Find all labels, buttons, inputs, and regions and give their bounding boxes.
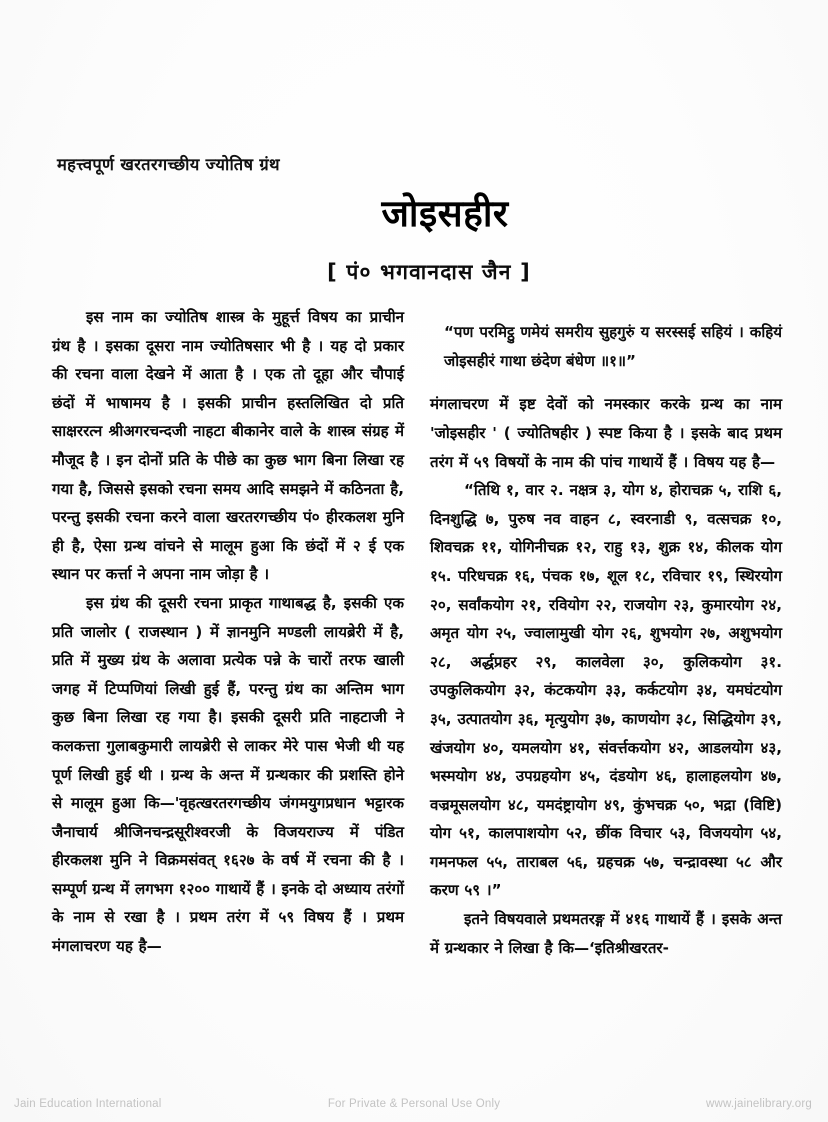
byline-text: [ पं० भगवानदास जैन ] (327, 260, 531, 284)
byline (0, 258, 828, 286)
right-column (430, 303, 782, 962)
footer-usage-notice: For Private & Personal Use Only (327, 1098, 501, 1110)
paragraph: इस ग्रंथ की दूसरी रचना प्राकृत गाथाबद्ध है, इसकी एक प्रति जालोर ( राजस्थान ) में ज्ञानमुनि मण्डली लायब्रेरी में है, प्रति में मुख्य ग्रंथ के अलावा प्रत्येक पन्ने के चारों तरफ खाली जगह में टिप्पणियां लिखी हुई हैं, परन्तु ग्रंथ का अन्तिम भाग कुछ बिना लिखा रह गया है। इसकी दूसरी प्रति नाहटाजी ने कलकत्ता गुलाबकुमारी लायब्रेरी से लाकर मेरे पास भेजी थी यह पूर्ण लिखी हुई थी । ग्रन्थ के अन्त में ग्रन्थकार की प्रशस्ति होने से मालूम हुआ कि—'वृहत्खरतरगच्छीय जंगमयुगप्रधान भट्टारक जैनाचार्य श्रीजिनचन्द्रसूरीश्वरजी के विजयराज्य में पंडित हीरकलश मुनि ने विक्रमसंवत् १६२७ के वर्ष में रचना की है । सम्पूर्ण ग्रन्थ में लगभग १२०० गाथायें हैं । इनके दो अध्याय तरंगों के नाम से रखा है । प्रथम तरंग में ५९ विषय हैं । प्रथम मंगलाचरण यह है— (52, 593, 404, 956)
left-column (52, 303, 404, 962)
footer-organization: Jain Education International (14, 1098, 162, 1110)
paragraph: मंगलाचरण में इष्ट देवों को नमस्कार करके ग्रन्थ का नाम 'जोइसहीर ' ( ज्योतिषहीर ) स्पष्ट किया है । इसके बाद प्रथम तरंग में ५९ विषयों के नाम की पांच गाथायें हैं । विषय यह है— (430, 395, 782, 471)
two-column-body (52, 303, 782, 962)
paragraph: इस नाम का ज्योतिष शास्त्र के मुहूर्त्त विषय का प्राचीन ग्रंथ है । इसका दूसरा नाम ज्योतिषसार भी है । यह दो प्रकार की रचना वाला देखने में आता है । एक तो दूहा और चौपाई छंदों में भाषामय है । इसकी प्राचीन हस्तलिखित दो प्रति साक्षररत्न श्रीअगरचन्दजी नाहटा बीकानेर वाले के शास्त्र संग्रह में मौजूद है । इन दोनों प्रति के पीछे का कुछ भाग बिना लिखा रह गया है, जिससे इसको रचना समय आदि समझने में कठिनता है, परन्तु इसकी रचना करने वाला खरतरगच्छीय पं० हीरकलश मुनि ही है, ऐसा ग्रन्थ वांचने से मालूम हुआ कि छंदों में २ ई एक स्थान पर कर्त्ता ने अपना नाम जोड़ा है । (52, 308, 404, 584)
gatha-verse-quote: “पण परमिट्ठु णमेयं समरीय सुहगुरुं य सरस्सई सहियं । कहियं जोइसहीरं गाथा छंदेण बंधेण ॥१॥” (444, 323, 782, 370)
page-title (0, 186, 828, 237)
topic-list-paragraph: “तिथि १, वार २. नक्षत्र ३, योग ४, होराचक्र ५, राशि ६, दिनशुद्धि ७, पुरुष नव वाहन ८, स्वरनाडी ९, वत्सचक्र १०, शिवचक्र ११, योगिनीचक्र १२, राहु १३, शुक्र १४, कीलक योग १५. परिधचक्र १६, पंचक १७, शूल १८, रविचार १९, स्थिरयोग २०, सर्वांकयोग २१, रवियोग २२, राजयोग २३, कुमारयोग २४, अमृत योग २५, ज्वालामुखी योग २६, शुभयोग २७, अशुभयोग २८, अर्द्धप्रहर २९, कालवेला ३०, कुलिकयोग ३१. उपकुलिकयोग ३२, कंटकयोग ३३, कर्कटयोग ३४, यमघंटयोग ३५, उत्पातयोग ३६, मृत्युयोग ३७, काणयोग ३८, सिद्धियोग ३९, खंजयोग ४०, यमलयोग ४१, संवर्त्तकयोग ४२, आडलयोग ४३, भस्मयोग ४४, उपग्रहयोग ४५, दंडयोग ४६, हालाहलयोग ४७, वज्रमूसलयोग ४८, यमदंष्ट्रायोग ४९, कुंभचक्र ५०, भद्रा (विष्टि) योग ५१, कालपाशयोग ५२, छींक विचार ५३, विजययोग ५४, गमनफल ५५, ताराबल ५६, ग्रहचक्र ५७, चन्द्रावस्था ५८ और करण ५९ ।” (430, 481, 782, 900)
paragraph: इतने विषयवाले प्रथमतरङ्ग में ४१६ गाथायें हैं । इसके अन्त में ग्रन्थकार ने लिखा है कि—‘इतिश्रीखरतर- (430, 910, 782, 957)
page-footer (0, 1086, 828, 1122)
page-title-text: जोइसहीर (381, 192, 509, 235)
kicker-line: महत्त्वपूर्ण खरतरगच्छीय ज्योतिष ग्रंथ (57, 155, 280, 174)
footer-website-link[interactable]: www.jainelibrary.org (705, 1098, 812, 1110)
